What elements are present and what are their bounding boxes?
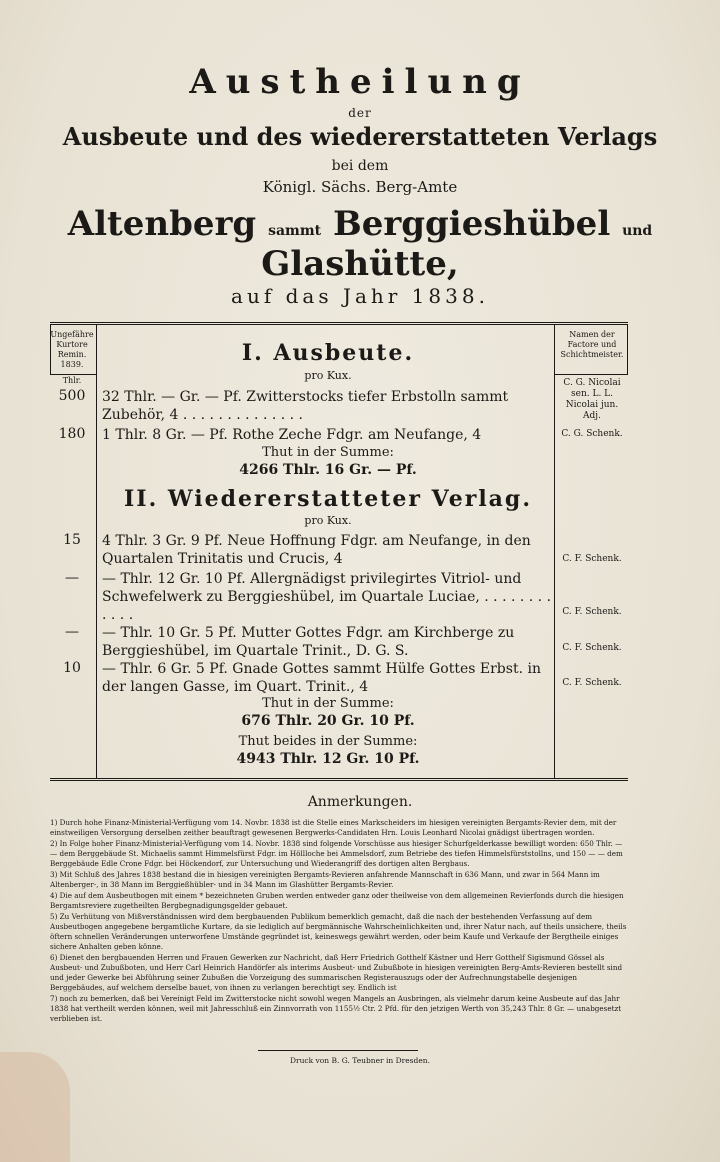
- row3-factor: C. F. Schenk.: [562, 554, 622, 564]
- note-5: 5) Zu Verhütung von Mißverständnissen wird dem bergbauenden Publikum bemerklich gemacht, daß die nach der bestehenden Verfassung auf dem Ausbeutbogen angegebene bergamtliche Kurtare, da sie lediglich auf bergmännische Wahrscheinlichkeiten und, ihrer Natur nach, auf theils unsichere, theils öftern schnellen Veränderungen unterworfene Umstände gegründet ist, keineswegs gewährt werden, oder beim Kaufe und Verkaufe der Bergtheile einiges sichere Anhalten geben könne.: [50, 912, 627, 951]
- section2-sum-value: 676 Thlr. 20 Gr. 10 Pf.: [241, 713, 415, 729]
- table-top-rule: [50, 322, 628, 325]
- section1-sum-label: Thut in der Summe:: [262, 445, 394, 460]
- section-ausbeute-heading: I. Ausbeute.: [241, 340, 415, 366]
- printer-rule: [258, 1050, 418, 1051]
- row1-entry: 32 Thlr. — Gr. — Pf. Zwitterstocks tiefer Erbstolln sammt Zubehör, 4 . . . . . . . . . . . . . .: [102, 389, 509, 423]
- row2-entry: 1 Thlr. 8 Gr. — Pf. Rothe Zeche Fdgr. am Neufange, 4: [102, 427, 482, 443]
- section1-pro-kux: pro Kux.: [304, 369, 352, 382]
- row4-entry: — Thlr. 12 Gr. 10 Pf. Allergnädigst privilegirtes Vitriol- und Schwefelwerk zu Berggieshübel, im Quartale Luciae, . . . . . . . . . . . .: [102, 571, 552, 623]
- section2-sum-label: Thut in der Summe:: [262, 696, 394, 711]
- total-label: Thut beides in der Summe:: [238, 734, 418, 749]
- title-year: auf das Jahr 1838.: [231, 284, 489, 308]
- note-3: 3) Mit Schluß des Jahres 1838 bestand die in hiesigen vereinigten Bergamts-Revieren anfahrende Mannschaft in 636 Mann, und zwar in 564 Mann im Altenberger-, in 38 Mann im Berggießhübler- und in 34 Mann im Glashütter Bergamts-Revier.: [50, 870, 600, 889]
- table-right-edge: [627, 325, 628, 375]
- kurtare-column-header: Ungefähre Kurtore Remin. 1839.: [50, 330, 94, 369]
- table-bottom-rule: [50, 778, 628, 781]
- title-und: und: [622, 223, 653, 239]
- notes-heading: Anmerkungen.: [307, 794, 413, 810]
- row1-kurtare: 500: [58, 388, 86, 404]
- row3-entry: 4 Thlr. 3 Gr. 9 Pf. Neue Hoffnung Fdgr. am Neufange, in den Quartalen Trinitatis und Crucis, 4: [102, 533, 531, 567]
- title-bergamt: Königl. Sächs. Berg-Amte: [262, 178, 458, 196]
- section-verlag-heading: II. Wiedererstatteter Verlag.: [124, 486, 532, 512]
- row5-factor: C. F. Schenk.: [562, 643, 622, 653]
- row2-kurtare: 180: [58, 426, 86, 442]
- title-austheilung: Austheilung: [189, 62, 531, 102]
- note-1: 1) Durch hohe Finanz-Ministerial-Verfügung vom 14. Novbr. 1838 ist die Stelle eines Markscheiders im hiesigen vereinigten Bergamts-Revier dem, mit der einstweiligen Versorgung derselben zeither beauftragt gewesenen Bergwerks-Candidaten Hrn. Louis Leonhard Nicolai gnädigst übertragen worden.: [50, 818, 617, 837]
- row6-kurtare: 10: [63, 660, 81, 676]
- row5-kurtare: —: [65, 624, 79, 640]
- row5-entry: — Thlr. 10 Gr. 5 Pf. Mutter Gottes Fdgr. am Kirchberge zu Berggieshübel, im Quartale Trinit., D. G. S.: [102, 625, 515, 659]
- row1-factor: C. G. Nicolai sen. L. L. Nicolai jun. Adj.: [563, 378, 621, 421]
- row2-factor: C. G. Schenk.: [561, 429, 623, 439]
- notes-list: [50, 818, 630, 1025]
- thlr-label: Thlr.: [62, 376, 82, 385]
- title-glashuette: Glashütte,: [261, 244, 459, 284]
- row6-factor: C. F. Schenk.: [562, 678, 622, 688]
- table-left-divider: [96, 325, 97, 778]
- title-places: [0, 204, 720, 244]
- title-berggieshuebel: Berggieshübel: [332, 204, 611, 244]
- note-6: 6) Dienet den bergbauenden Herren und Frauen Gewerken zur Nachricht, daß Herr Friedrich Gotthelf Kästner und Herr Gotthelf Sigismund Gössel als Ausbeut- und Zubußboten, und Herr Carl Heinrich Handörfer als interims Ausbeut- und Zubußbote in hiesigen vereinigten Berg-Amts-Revieren bestellt sind und jeder Gewerke bei Abführung seiner Zubußen die Vorzeigung des summarischen Registerauszugs oder der Aufrechnungstabelle desjenigen Berggebäudes, auf welchem derselbe bauet, von ihnen zu verlangen berechtigt sey. Endlich ist: [50, 953, 623, 992]
- left-header-underline: [50, 374, 96, 375]
- row4-kurtare: —: [65, 570, 79, 586]
- title-sammt: sammt: [268, 223, 322, 239]
- section1-sum-value: 4266 Thlr. 16 Gr. — Pf.: [239, 462, 417, 478]
- total-value: 4943 Thlr. 12 Gr. 10 Pf.: [236, 751, 420, 767]
- row3-kurtare: 15: [63, 532, 81, 548]
- factor-column-header: Namen der Factore und Schichtmeister.: [560, 330, 624, 359]
- section2-pro-kux: pro Kux.: [304, 514, 352, 527]
- printer-imprint: Druck von B. G. Teubner in Dresden.: [290, 1056, 430, 1065]
- title-bei-dem: bei dem: [331, 158, 389, 174]
- title-ausbeute-verlags: Ausbeute und des wiedererstatteten Verlags: [62, 122, 658, 151]
- title-der: der: [348, 106, 372, 120]
- row6-entry: — Thlr. 6 Gr. 5 Pf. Gnade Gottes sammt Hülfe Gottes Erbst. in der langen Gasse, im Quart. Trinit., 4: [102, 661, 541, 695]
- right-header-underline: [554, 374, 627, 375]
- paper-stain: [0, 1052, 70, 1162]
- note-7: 7) noch zu bemerken, daß bei Vereinigt Feld im Zwitterstocke nicht sowohl wegen Mangels an Ausbringen, als vielmehr darum keine Ausbeute auf das Jahr 1838 hat vertheilt werden können, weil mit Jahresschluß ein Zinnvorrath von 1155½ Ctr. 2 Pfd. für den jetzigen Werth von 35,243 Thlr. 8 Gr. — unabgesetzt verblieben ist.: [50, 994, 622, 1023]
- note-2: 2) In Folge hoher Finanz-Ministerial-Verfügung vom 14. Novbr. 1838 sind folgende Vorschüsse aus hiesiger Schurfgelderkasse bewilligt worden: 650 Thlr. — — dem Berggebäude St. Michaelis sammt Himmelsfürst Fdgr. im Höllloche bei Ammelsdorf, zum Betriebe des tiefen Himmelsfürststollns, und 150 — — dem Berggebäude Edle Crone Fdgr. bei Höckendorf, zur Untersuchung und Wiederangriff des dortigen alten Bergbaus.: [50, 839, 623, 868]
- note-4: 4) Die auf dem Ausbeutbogen mit einem * bezeichneten Gruben werden entweder ganz oder theilweise von dem allgemeinen Revierfonds durch die hiesigen Bergamtsreviere zugetheilten Bergbegnadigungsgelder gebauet.: [50, 891, 624, 910]
- title-altenberg: Altenberg: [67, 204, 257, 244]
- row4-factor: C. F. Schenk.: [562, 607, 622, 617]
